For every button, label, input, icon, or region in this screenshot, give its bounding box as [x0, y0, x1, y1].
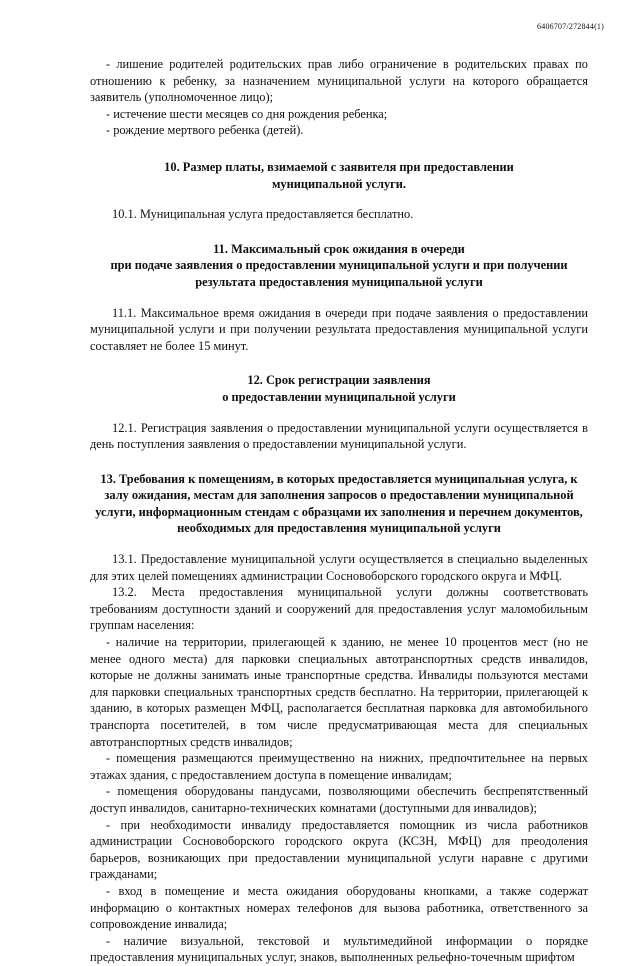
list-item: - вход в помещение и места ожидания оборудованы кнопками, а также содержат информацию о контактных номерах телефонов для вызова работника, ответственного за сопровождение инвалида; — [90, 883, 588, 932]
section-11-paragraph-1: 11.1. Максимальное время ожидания в очереди при подаче заявления о предоставлении муниципальной услуги и при получении результата предоставления муниципальной услуги составляет не более 15 минут. — [90, 305, 588, 353]
section-12-heading-line-1: 12. Срок регистрации заявления — [247, 373, 431, 388]
section-11-heading-line-2: при подаче заявления о предоставлении муниципальной услуги и при получении — [110, 258, 568, 273]
section-12-heading-line-2: о предоставлении муниципальной услуги — [222, 389, 456, 404]
section-10-heading-line-2: муниципальной услуги. — [271, 176, 407, 191]
list-item: - лишение родителей родительских прав либо ограничение в родительских правах по отношению к ребенку, за назначением муниципальной услуги на которого обращается заявитель (уполномоченное лицо); — [90, 57, 588, 105]
list-item: - наличие на территории, прилегающей к зданию, не менее 10 процентов мест (но не менее одного места) для парковки специальных автотранспортных средств инвалидов, которые не должны занимать иные транспортные средства. Инвалиды пользуются местами для парковки специальных транспортных средств бесплатно. На территории, прилегающей к зданию, в которых размещен МФЦ, располагается бесплатная парковка для автомобильного транспорта посетителей, в том числе предусматривающая места для специальных автотранспортных средств инвалидов; — [90, 635, 588, 749]
section-11-heading-line-1: 11. Максимальный срок ожидания в очереди — [213, 241, 465, 256]
section-13-heading-line-1: 13. Требования к помещениям, в которых предоставляется муниципальная услуга, к — [100, 471, 578, 486]
document-body — [90, 56, 588, 966]
list-item: - истечение шести месяцев со дня рождения ребенка; — [106, 106, 388, 121]
list-item: - рождение мертвого ребенка (детей). — [106, 123, 304, 138]
section-10-heading-line-1: 10. Размер платы, взимаемой с заявителя при предоставлении — [164, 159, 514, 174]
section-13-paragraph-2: 13.2. Места предоставления муниципальной услуги должны соответствовать требованиям доступности зданий и сооружений для предоставления услуг маломобильным группам населения: — [90, 585, 588, 633]
list-item: - помещения размещаются преимущественно на нижних, предпочтительнее на первых этажах здания, с предоставлением доступа в помещение инвалидам; — [90, 751, 588, 782]
section-13-heading-line-2: залу ожидания, местам для заполнения запросов о предоставлении муниципальной — [104, 488, 574, 503]
section-11-heading-line-3: результата предоставления муниципальной услуги — [195, 274, 483, 289]
section-13-heading-line-4: необходимых для предоставления муниципальной услуги — [177, 521, 501, 536]
list-item: - помещения оборудованы пандусами, позволяющими обеспечить беспрепятственный доступ инвалидов, санитарно-технических комнатами (доступными для инвалидов); — [90, 784, 588, 815]
list-item: - наличие визуальной, текстовой и мультимедийной информации о порядке предоставления муниципальных услуг, знаков, выполненных рельефно-точечным шрифтом — [90, 933, 588, 965]
document-id: 6406707/272844(1) — [537, 22, 604, 31]
section-12-paragraph-1: 12.1. Регистрация заявления о предоставлении муниципальной услуги осуществляется в день поступления заявления о предоставлении муниципальной услуги. — [90, 420, 588, 452]
list-item: - при необходимости инвалиду предоставляется помощник из числа работников администрации Сосновоборского городского округа (КСЗН, МФЦ) для преодоления барьеров, возникающих при предоставлении муниципальной услуги наравне с другими гражданами; — [90, 817, 588, 882]
section-13-heading-line-3: услуги, информационным стендам с образцами их заполнения и перечнем документов, — [95, 504, 583, 519]
section-13-paragraph-1: 13.1. Предоставление муниципальной услуги осуществляется в специально выделенных для этих целей помещениях администрации Сосновоборского городского округа и МФЦ. — [90, 552, 588, 583]
section-10-paragraph-1: 10.1. Муниципальная услуга предоставляется бесплатно. — [112, 207, 414, 222]
